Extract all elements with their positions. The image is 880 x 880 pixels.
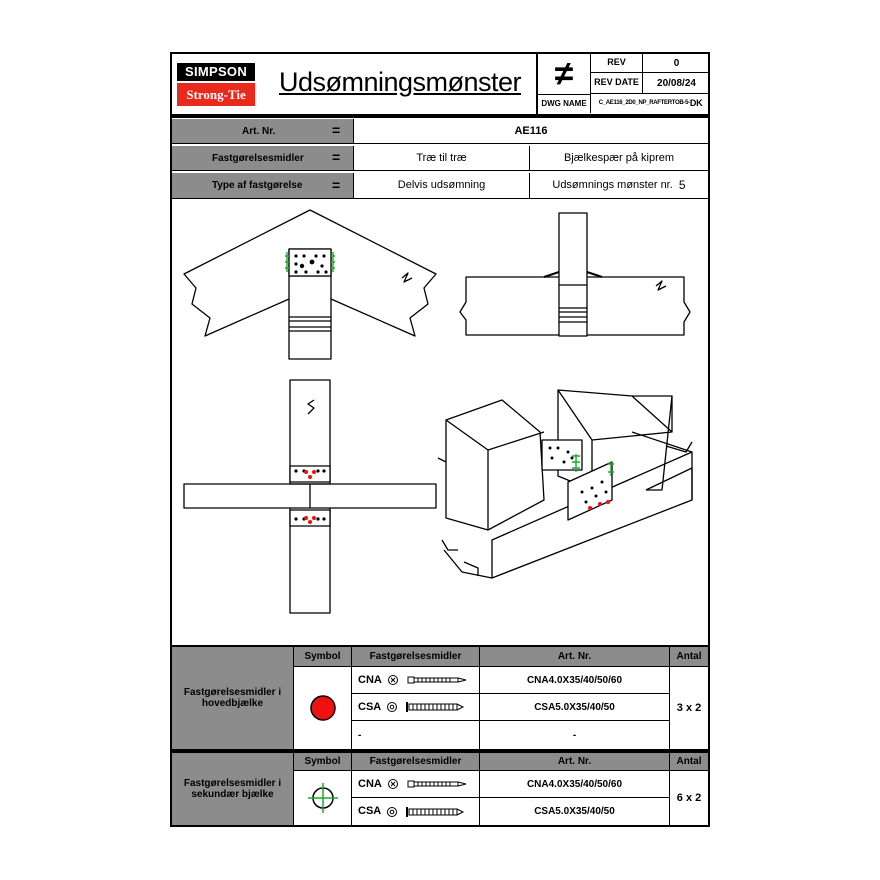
fastener-name: CNA	[358, 673, 382, 686]
fast-value-2: Bjælkespær på kiprem	[530, 146, 708, 171]
fastener-name: CNA	[358, 777, 382, 790]
table1-art-cna: CNA4.0X35/40/50/60	[480, 667, 670, 694]
crosshair-circle-icon	[306, 781, 340, 815]
pattern-label: Udsømnings mønster nr.	[552, 179, 673, 192]
type-value: Delvis udsømning	[354, 173, 530, 199]
table2-row-csa	[352, 798, 480, 825]
table1-col-symbol: Symbol	[294, 647, 352, 667]
table1-art-csa: CSA5.0X35/40/50	[480, 694, 670, 721]
not-equal-symbol: ≠	[554, 55, 574, 94]
table2-art-cna: CNA4.0X35/40/50/60	[480, 771, 670, 798]
technical-drawings	[172, 200, 708, 645]
table1-row-empty: -	[352, 721, 480, 749]
screw-icon	[387, 805, 477, 819]
pattern-cell	[530, 173, 708, 199]
logo-simpson: SIMPSON	[177, 63, 255, 81]
logo-strong-tie: Strong-Tie	[177, 83, 255, 106]
art-label: Art. Nr.	[242, 125, 276, 137]
dwg-name-suffix: DK	[689, 97, 703, 108]
revision-block	[536, 54, 710, 114]
nail-icon	[388, 673, 478, 687]
type-row-label	[172, 173, 354, 199]
drawing-sheet	[170, 52, 710, 827]
table2-col-fast: Fastgørelsesmidler	[352, 753, 480, 771]
table2-symbol-cell	[294, 771, 352, 825]
table1-col-antal: Antal	[670, 647, 708, 667]
art-row-label	[172, 119, 354, 144]
type-label: Type af fastgørelse	[212, 180, 303, 191]
table2-art-csa: CSA5.0X35/40/50	[480, 798, 670, 825]
pattern-number: 5	[678, 177, 686, 192]
table1-row-cna	[352, 667, 480, 694]
table1-art-empty: -	[480, 721, 670, 749]
dwg-name-label: DWG NAME	[538, 94, 590, 113]
table1-row-label: Fastgørelsesmidler i hovedbjælke	[172, 647, 294, 749]
table1-col-fast: Fastgørelsesmidler	[352, 647, 480, 667]
fast-value-1: Træ til træ	[354, 146, 530, 171]
rev-date-label: REV DATE	[590, 73, 642, 94]
dwg-name-text: C_AE116_2D0_NP_RAFTERTOB-5-	[598, 100, 690, 107]
table1-antal: 3 x 2	[676, 701, 702, 714]
fastener-name: CSA	[358, 805, 382, 818]
divider	[172, 116, 708, 118]
fast-label: Fastgørelsesmidler	[212, 152, 304, 164]
side-view-drawing	[460, 213, 690, 336]
table2-col-symbol: Symbol	[294, 753, 352, 771]
table2-col-antal: Antal	[670, 753, 708, 771]
screw-icon	[387, 700, 477, 714]
rev-label: REV	[590, 54, 642, 73]
fast-row-label	[172, 146, 354, 171]
rev-value: 0	[642, 54, 710, 73]
table2-col-art: Art. Nr.	[480, 753, 670, 771]
fastener-name: CSA	[358, 700, 382, 713]
table2-row-cna	[352, 771, 480, 798]
page-title: Udsømningsmønster	[278, 67, 522, 97]
isometric-drawing	[438, 390, 692, 578]
table1-col-art: Art. Nr.	[480, 647, 670, 667]
plan-view-drawing	[184, 380, 436, 613]
equals-sign: =	[332, 122, 341, 139]
apex-view-drawing	[184, 210, 436, 359]
art-value: AE116	[354, 119, 708, 144]
table2-row-label: Fastgørelsesmidler i sekundær bjælke	[172, 753, 294, 825]
table1-symbol-cell	[294, 667, 352, 749]
table1-row-csa	[352, 694, 480, 721]
rev-date-value: 20/08/24	[642, 73, 710, 94]
equals-sign: =	[332, 176, 341, 193]
dwg-name-value	[590, 94, 710, 113]
nail-icon	[388, 777, 478, 791]
table2-antal: 6 x 2	[676, 791, 702, 804]
equals-sign: =	[332, 149, 341, 166]
red-dot-icon	[309, 694, 337, 722]
